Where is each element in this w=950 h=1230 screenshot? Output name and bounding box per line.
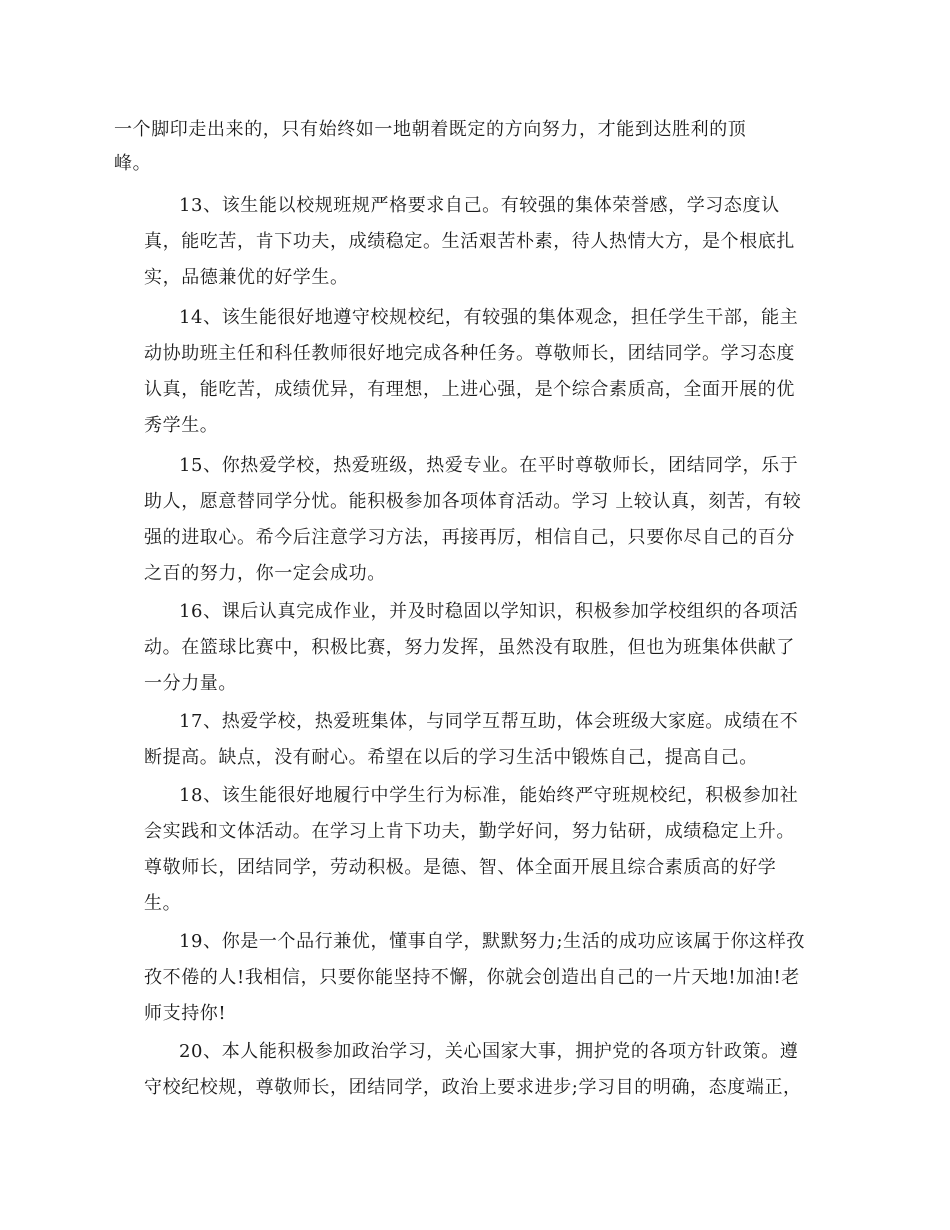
text-line: 19、你是一个品行兼优，懂事自学，默默努力;生活的成功应该属于你这样孜: [179, 931, 805, 952]
text-line: 助人，愿意替同学分忧。能积极参加各项体育活动。学习 上较认真，刻苦，有较: [144, 491, 802, 512]
text-line: 之百的努力，你一定会成功。: [144, 563, 386, 584]
text-line: 动。在篮球比赛中，积极比赛，努力发挥，虽然没有取胜，但也为班集体供献了: [144, 637, 795, 658]
text-line: 认真，能吃苦，成绩优异，有理想，上进心强，是个综合素质高，全面开展的优: [144, 379, 795, 400]
text-line: 师支持你!: [144, 1003, 227, 1024]
text-line: 14、该生能很好地遵守校规校纪，有较强的集体观念，担任学生干部，能主: [179, 307, 799, 328]
text-line: 峰。: [114, 153, 152, 174]
text-line: 一个脚印走出来的，只有始终如一地朝着既定的方向努力，才能到达胜利的顶: [114, 119, 747, 140]
text-line: 尊敬师长，团结同学，劳动积极。是德、智、体全面开展且综合素质高的好学: [144, 857, 777, 878]
text-line: 强的进取心。希今后注意学习方法，再接再厉，相信自己，只要你尽自己的百分: [144, 527, 795, 548]
text-line: 会实践和文体活动。在学习上肯下功夫，勤学好问，努力钻研，成绩稳定上升。: [144, 821, 795, 842]
text-line: 真，能吃苦，肯下功夫，成绩稳定。生活艰苦朴素，待人热情大方，是个根底扎: [144, 231, 795, 252]
text-line: 秀学生。: [144, 415, 219, 436]
text-line: 动协助班主任和科任教师很好地完成各种任务。尊敬师长，团结同学。学习态度: [144, 343, 795, 364]
text-line: 17、热爱学校，热爱班集体，与同学互帮互助，体会班级大家庭。成绩在不: [179, 711, 799, 732]
text-line: 实，品德兼优的好学生。: [144, 267, 349, 288]
text-line: 13、该生能以校规班规严格要求自己。有较强的集体荣誉感，学习态度认: [179, 195, 780, 216]
text-line: 生。: [144, 893, 182, 914]
text-line: 一分力量。: [144, 673, 237, 694]
text-line: 18、该生能很好地履行中学生行为标准，能始终严守班规校纪，积极参加社: [179, 785, 799, 806]
text-line: 16、课后认真完成作业，并及时稳固以学知识，积极参加学校组织的各项活: [179, 601, 799, 622]
text-line: 守校纪校规，尊敬师长，团结同学，政治上要求进步;学习目的明确，态度端正，: [144, 1077, 802, 1098]
text-line: 20、本人能积极参加政治学习，关心国家大事，拥护党的各项方针政策。遵: [179, 1041, 799, 1062]
text-line: 断提高。缺点，没有耐心。希望在以后的学习生活中锻炼自己，提高自己。: [144, 747, 758, 768]
text-line: 孜不倦的人!我相信，只要你能坚持不懈，你就会创造出自己的一片天地!加油!老: [144, 967, 800, 988]
text-line: 15、你热爱学校，热爱班级，热爱专业。在平时尊敬师长，团结同学，乐于: [179, 455, 799, 476]
